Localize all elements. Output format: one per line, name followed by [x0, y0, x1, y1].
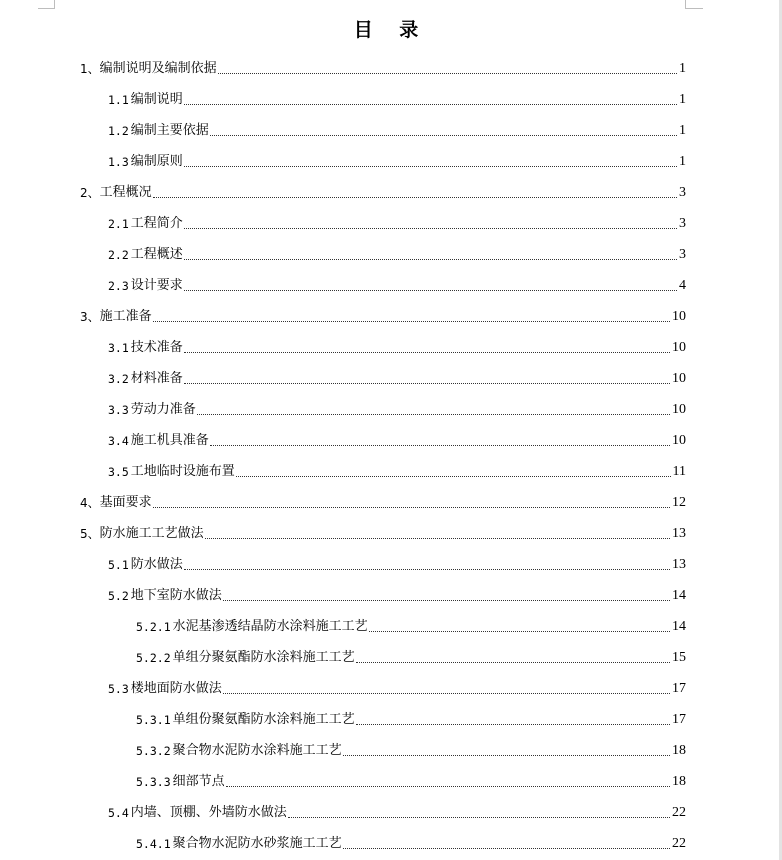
toc-entry-number: 3.2: [108, 372, 129, 386]
dot-leader: [218, 73, 677, 74]
toc-entry-label: 聚合物水泥防水砂浆施工工艺: [172, 836, 342, 851]
dot-leader: [343, 848, 670, 849]
dot-leader: [184, 104, 677, 105]
toc-entry-page-number: 13: [672, 557, 686, 572]
dot-leader: [236, 476, 671, 477]
toc-entry-number: 5.3: [108, 682, 129, 696]
toc-entry-number: 1、: [80, 62, 100, 76]
toc-entry-number: 5.3.2: [136, 744, 171, 758]
toc-entry-label: 工程概况: [99, 185, 152, 200]
toc-entry-label: 楼地面防水做法: [130, 681, 222, 696]
toc-entry-page-number: 11: [672, 464, 686, 479]
toc-entry[interactable]: [80, 490, 686, 512]
toc-entry-page-number: 10: [672, 433, 686, 448]
toc-entry-number: 3.4: [108, 434, 129, 448]
toc-entry[interactable]: [108, 552, 686, 574]
toc-entry-page-number: 1: [679, 123, 686, 138]
toc-entry-label: 地下室防水做法: [130, 588, 222, 603]
toc-entry-page-number: 10: [672, 340, 686, 355]
dot-leader: [210, 135, 677, 136]
crop-mark-top-left: [38, 0, 55, 9]
toc-entry-page-number: 14: [672, 619, 686, 634]
toc-entry-number: 3.1: [108, 341, 129, 355]
toc-title: 目 录: [353, 19, 429, 41]
dot-leader: [210, 445, 670, 446]
dot-leader: [184, 166, 677, 167]
toc-entry-label: 内墙、顶棚、外墙防水做法: [130, 805, 287, 820]
toc-entry[interactable]: [108, 118, 686, 140]
toc-entry-label: 工程概述: [130, 247, 183, 262]
dot-leader: [184, 383, 670, 384]
toc-entry-label: 防水施工工艺做法: [99, 526, 204, 541]
dot-leader: [356, 662, 670, 663]
toc-entry[interactable]: [108, 676, 686, 698]
toc-entry[interactable]: [108, 242, 686, 264]
toc-entry-page-number: 1: [679, 92, 686, 107]
toc-entry-page-number: 15: [672, 650, 686, 665]
dot-leader: [184, 569, 670, 570]
toc-entry-page-number: 13: [672, 526, 686, 541]
toc-entry[interactable]: [136, 769, 686, 791]
dot-leader: [205, 538, 670, 539]
toc-entry-page-number: 1: [679, 61, 686, 76]
toc-entry-label: 防水做法: [130, 557, 183, 572]
toc-entry-number: 5.2: [108, 589, 129, 603]
toc-entry-label: 编制说明: [130, 92, 183, 107]
toc-entry-page-number: 14: [672, 588, 686, 603]
toc-entry-number: 2.2: [108, 248, 129, 262]
toc-entry-label: 聚合物水泥防水涂料施工工艺: [172, 743, 342, 758]
crop-mark-top-right: [685, 0, 703, 9]
toc-entry-page-number: 12: [672, 495, 686, 510]
toc-entry-label: 编制原则: [130, 154, 183, 169]
dot-leader: [226, 786, 670, 787]
toc-entry-page-number: 10: [672, 402, 686, 417]
toc-entry-number: 3.5: [108, 465, 129, 479]
toc-entry-page-number: 17: [672, 712, 686, 727]
toc-entry-number: 2.3: [108, 279, 129, 293]
toc-entry-number: 4、: [80, 496, 100, 510]
toc-entry-page-number: 3: [679, 185, 686, 200]
toc-entry-label: 细部节点: [172, 774, 225, 789]
dot-leader: [223, 693, 670, 694]
toc-entry[interactable]: [80, 521, 686, 543]
toc-entry[interactable]: [108, 397, 686, 419]
dot-leader: [197, 414, 670, 415]
toc-entry[interactable]: [108, 335, 686, 357]
toc-entry-page-number: 17: [672, 681, 686, 696]
toc-entry[interactable]: [80, 56, 686, 78]
toc-entry[interactable]: [108, 800, 686, 822]
toc-entry-label: 水泥基渗透结晶防水涂料施工工艺: [172, 619, 368, 634]
toc-entry[interactable]: [108, 459, 686, 481]
toc-entry-number: 5.4.1: [136, 837, 171, 851]
toc-entry-number: 1.2: [108, 124, 129, 138]
toc-entry-number: 5、: [80, 527, 100, 541]
toc-entry-page-number: 18: [672, 774, 686, 789]
toc-entry-number: 5.1: [108, 558, 129, 572]
toc-entry[interactable]: [108, 87, 686, 109]
toc-entry[interactable]: [80, 180, 686, 202]
dot-leader: [369, 631, 670, 632]
toc-entry-number: 5.2.1: [136, 620, 171, 634]
toc-entry-label: 技术准备: [130, 340, 183, 355]
toc-entry-page-number: 22: [672, 805, 686, 820]
toc-entry-page-number: 10: [672, 371, 686, 386]
toc-entry-page-number: 3: [679, 216, 686, 231]
dot-leader: [153, 507, 670, 508]
toc-entry-page-number: 1: [679, 154, 686, 169]
toc-entry[interactable]: [136, 645, 686, 667]
toc-entry[interactable]: [108, 366, 686, 388]
toc-entry-label: 单组份聚氨酯防水涂料施工工艺: [172, 712, 355, 727]
dot-leader: [184, 290, 677, 291]
dot-leader: [184, 352, 670, 353]
toc-entry[interactable]: [108, 149, 686, 171]
toc-entry-page-number: 4: [679, 278, 686, 293]
toc-entry-page-number: 18: [672, 743, 686, 758]
toc-entry-label: 劳动力准备: [130, 402, 196, 417]
toc-entry-label: 编制主要依据: [130, 123, 209, 138]
dot-leader: [288, 817, 670, 818]
toc-entry-label: 施工机具准备: [130, 433, 209, 448]
toc-entry-number: 2.1: [108, 217, 129, 231]
toc-entry-label: 基面要求: [99, 495, 152, 510]
toc-entry-number: 3、: [80, 310, 100, 324]
toc-entry[interactable]: [80, 304, 686, 326]
dot-leader: [223, 600, 670, 601]
toc-entry[interactable]: [136, 614, 686, 636]
dot-leader: [153, 321, 670, 322]
toc-entry-label: 单组分聚氨酯防水涂料施工工艺: [172, 650, 355, 665]
toc-entry-number: 5.3.1: [136, 713, 171, 727]
toc-entry-number: 1.3: [108, 155, 129, 169]
toc-entry-page-number: 3: [679, 247, 686, 262]
toc-entry-number: 5.4: [108, 806, 129, 820]
dot-leader: [184, 259, 677, 260]
toc-entry[interactable]: [108, 428, 686, 450]
toc-entry[interactable]: [136, 831, 686, 853]
toc-entry-label: 编制说明及编制依据: [99, 61, 217, 76]
dot-leader: [153, 197, 677, 198]
toc-entry-label: 工地临时设施布置: [130, 464, 235, 479]
toc-entry-number: 1.1: [108, 93, 129, 107]
toc-entry[interactable]: [136, 738, 686, 760]
toc-entry[interactable]: [108, 583, 686, 605]
dot-leader: [184, 228, 677, 229]
toc-entry-page-number: 10: [672, 309, 686, 324]
toc-entry-label: 施工准备: [99, 309, 152, 324]
toc-entry-label: 工程简介: [130, 216, 183, 231]
toc-entry-label: 设计要求: [130, 278, 183, 293]
toc-entry-number: 2、: [80, 186, 100, 200]
toc-entry-number: 3.3: [108, 403, 129, 417]
dot-leader: [343, 755, 670, 756]
toc-entry[interactable]: [108, 211, 686, 233]
toc-entry[interactable]: [136, 707, 686, 729]
toc-entry-number: 5.2.2: [136, 651, 171, 665]
toc-entry-number: 5.3.3: [136, 775, 171, 789]
dot-leader: [356, 724, 670, 725]
toc-entry-page-number: 22: [672, 836, 686, 851]
toc-entry[interactable]: [108, 273, 686, 295]
toc-entry-label: 材料准备: [130, 371, 183, 386]
